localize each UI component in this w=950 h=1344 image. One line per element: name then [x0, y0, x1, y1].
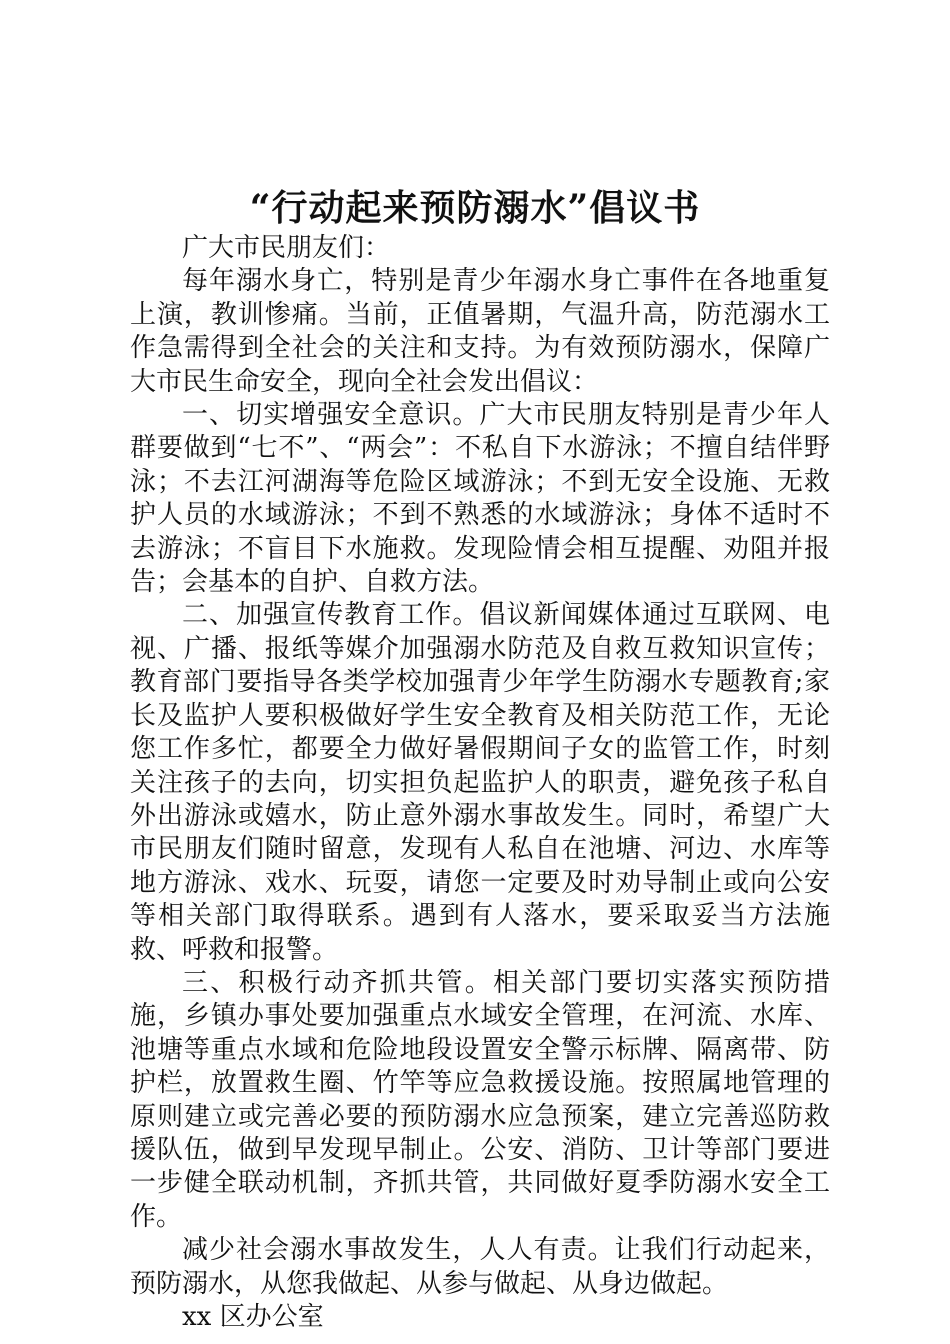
signature: xx 区办公室	[182, 1302, 324, 1332]
paragraph-safety-awareness: 一、切实增强安全意识。广大市民朋友特别是青少年人群要做到“七不”、“两会”：不私自下水游泳；不擅自结伴野泳；不去江河湖海等危险区域游泳；不到无安全设施、无救护人员的水域游泳；不到不熟悉的水域游泳；身体不适时不去游泳；不盲目下水施救。发现险情会相互提醒、劝阻并报告；会基本的自护、自救方法。	[130, 400, 830, 598]
paragraph-publicity-education: 二、加强宣传教育工作。倡议新闻媒体通过互联网、电视、广播、报纸等媒介加强溺水防范及自救互救知识宣传；教育部门要指导各类学校加强青少年学生防溺水专题教育;家长及监护人要积极做好学生安全教育及相关防范工作，无论您工作多忙，都要全力做好暑假期间子女的监管工作，时刻关注孩子的去向，切实担负起监护人的职责，避免孩子私自外出游泳或嬉水，防止意外溺水事故发生。同时，希望广大市民朋友们随时留意，发现有人私自在池塘、河边、水库等地方游泳、戏水、玩耍，请您一定要及时劝导制止或向公安等相关部门取得联系。遇到有人落水，要采取妥当方法施救、呼救和报警。	[130, 600, 830, 965]
paragraph-joint-management: 三、积极行动齐抓共管。相关部门要切实落实预防措施，乡镇办事处要加强重点水域安全管理，在河流、水库、池塘等重点水域和危险地段设置安全警示标牌、隔离带、防护栏，放置救生圈、竹竿等应急救援设施。按照属地管理的原则建立或完善必要的预防溺水应急预案，建立完善巡防救援队伍，做到早发现早制止。公安、消防、卫计等部门要进一步健全联动机制，齐抓共管，共同做好夏季防溺水安全工作。	[130, 967, 830, 1232]
salutation: 广大市民朋友们：	[182, 233, 391, 263]
paragraph-closing: 减少社会溺水事故发生，人人有责。让我们行动起来，预防溺水，从您我做起、从参与做起、从身边做起。	[130, 1235, 830, 1299]
paragraph-intro: 每年溺水身亡，特别是青少年溺水身亡事件在各地重复上演，教训惨痛。当前，正值暑期，气温升高，防范溺水工作急需得到全社会的关注和支持。为有效预防溺水，保障广大市民生命安全，现向全社会发出倡议：	[130, 266, 830, 397]
document-body	[130, 232, 830, 1334]
document-title: “行动起来预防溺水”倡议书	[249, 187, 701, 229]
